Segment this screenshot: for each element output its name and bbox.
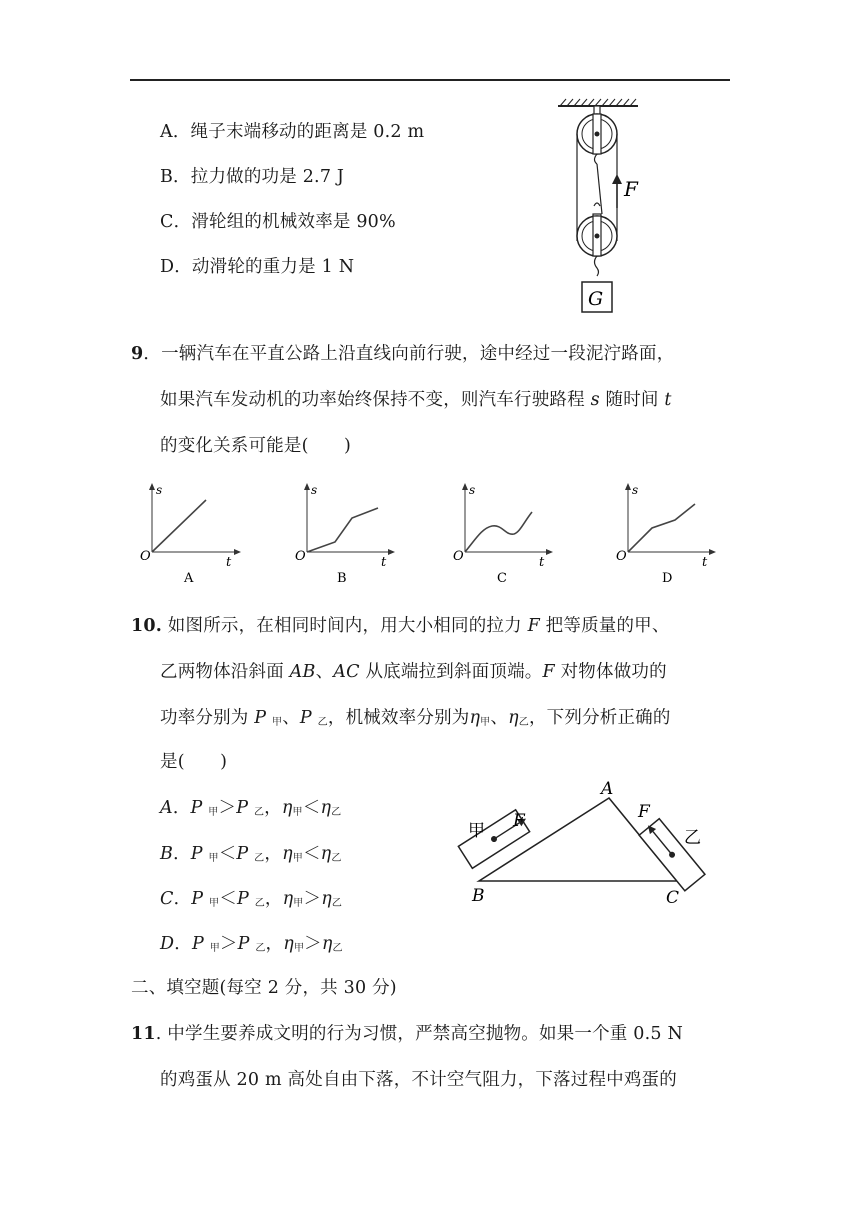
q10-opt-d-sub2: 乙	[255, 943, 266, 954]
q10-opt-d-p2: P	[237, 934, 250, 954]
q10-opt-c-p1: P	[191, 889, 204, 909]
q10-opt-d-letter: D	[160, 934, 175, 954]
q11-line-1	[131, 1020, 683, 1045]
q9-var-t: t	[664, 390, 672, 410]
q10-opt-d-sub4: 乙	[332, 943, 343, 954]
q10-option-c: C．P $_甲$＜P $_乙$，$\eta_甲>\eta_乙$	[160, 889, 343, 909]
q10-eta-yi: η	[508, 708, 519, 728]
q9-line-2	[160, 386, 672, 411]
q9-text-2b: 随时间	[599, 390, 665, 410]
q10-opt-c-eta2: η	[321, 889, 332, 909]
q10-opt-a-p2: P	[236, 798, 249, 818]
graph-c-s-label: s	[469, 483, 476, 497]
q10-text-1b: 把等质量的甲、	[539, 616, 670, 636]
q10-opt-a-letter: A	[160, 798, 173, 818]
section-2-title: 二、填空题(每空 2 分，共 30 分)	[131, 978, 397, 998]
q10-opt-c-sub3: 甲	[293, 898, 304, 909]
q10-opt-d-comma: ，	[265, 934, 284, 954]
q9-graphs	[130, 478, 730, 588]
pulley-weight-label: G	[588, 288, 604, 310]
q10-opt-a-eta1: η	[281, 798, 293, 818]
q9-line-1	[131, 340, 674, 365]
q10-opt-a-erel: ＜	[302, 798, 321, 818]
q10-opt-a-comma: ，	[264, 798, 282, 818]
q10-sub-yi: 乙	[317, 717, 328, 728]
q10-text-1a: 如图所示，在相同时间内，用大小相同的拉力	[162, 616, 528, 636]
incline-force-yi: F	[638, 802, 650, 822]
q10-option-a: A．P $_甲$＞P $_乙$，$\eta_甲<\eta_乙$	[160, 798, 342, 818]
q10-opt-a-prel: ＞	[218, 798, 237, 818]
q10-opt-c-comma: ，	[264, 889, 283, 909]
q8-option-c: C．滑轮组的机械效率是 90%	[160, 212, 396, 232]
q8-option-b: B．拉力做的功是 2.7 J	[160, 167, 345, 187]
q10-line-3	[160, 704, 671, 729]
q9-number: 9	[131, 344, 144, 364]
q10-opt-b-sub4: 乙	[331, 853, 342, 864]
q10-opt-b-letter: B	[160, 844, 174, 864]
q10-opt-d-eta2: η	[321, 934, 333, 954]
q9-text-1: ．一辆汽车在平直公路上沿直线向前行驶，途中经过一段泥泞路面，	[143, 344, 675, 364]
q10-eta-sub-yi: 乙	[518, 717, 529, 728]
q10-opt-d-sub3: 甲	[293, 943, 305, 954]
q8-option-a: A．绳子末端移动的距离是 0.2 m	[160, 122, 425, 142]
graph-d	[616, 483, 713, 586]
q10-opt-a-sub2: 乙	[253, 807, 265, 818]
graph-a-letter: A	[184, 571, 194, 586]
q10-opt-a-sub3: 甲	[292, 807, 303, 818]
q10-text-3b: ，机械效率分别为	[327, 708, 470, 728]
incline-label-yi: 乙	[684, 828, 701, 848]
graph-a-origin: O	[140, 549, 151, 564]
q10-opt-d-sub1: 甲	[209, 943, 220, 954]
header-rule	[130, 79, 730, 81]
q10-text-3a: 功率分别为	[160, 708, 255, 728]
q10-opt-c-letter: C	[160, 889, 174, 909]
q10-opt-b-eta1: η	[282, 844, 293, 864]
q10-eta-jia: η	[469, 708, 481, 728]
q10-var-f: F	[527, 616, 540, 636]
q10-sub-jia: 甲	[272, 717, 283, 728]
graph-c	[453, 483, 550, 586]
q10-opt-b-sub3: 甲	[292, 853, 303, 864]
q10-opt-d-prel: ＞	[219, 934, 238, 954]
q11-number: 11	[131, 1024, 156, 1044]
q10-text-2b: 从底端拉到斜面顶端。	[359, 662, 543, 682]
graph-b-origin: O	[295, 549, 306, 564]
graph-a	[140, 483, 238, 586]
q10-text-2c: 对物体做功的	[554, 662, 667, 682]
graph-c-t-label: t	[539, 555, 545, 570]
graph-b-s-label: s	[311, 483, 318, 497]
q10-opt-b-sub1: 甲	[208, 853, 219, 864]
q10-sep-3: 、	[490, 708, 509, 728]
q10-opt-a-sub1: 甲	[208, 807, 219, 818]
q10-ac: AC	[333, 662, 360, 682]
q10-opt-c-sub2: 乙	[254, 898, 265, 909]
graph-d-t-label: t	[702, 555, 708, 570]
q10-opt-c-sub1: 甲	[209, 898, 220, 909]
q10-eta-sub-jia: 甲	[480, 717, 491, 728]
q10-opt-a-eta2: η	[320, 798, 332, 818]
q10-opt-b-comma: ，	[264, 844, 283, 864]
q10-opt-c-prel: ＜	[219, 889, 237, 909]
q10-text-2a: 乙两物体沿斜面	[160, 662, 290, 682]
q10-opt-c-sub4: 乙	[331, 898, 343, 909]
q9-line-3: 的变化关系可能是( )	[160, 436, 352, 456]
graph-c-letter: C	[497, 571, 507, 586]
q10-p-yi: P	[299, 708, 312, 728]
incline-label-a: A	[601, 779, 614, 799]
q10-opt-a-sub4: 乙	[331, 807, 342, 818]
graph-b-letter: B	[337, 571, 347, 586]
q10-opt-b-prel: ＜	[218, 844, 237, 864]
q9-text-2a: 如果汽车发动机的功率始终保持不变，则汽车行驶路程	[160, 390, 591, 410]
q10-opt-b-erel: ＜	[302, 844, 321, 864]
q10-opt-d-erel: ＞	[304, 934, 322, 954]
q8-option-d: D．动滑轮的重力是 1 N	[160, 257, 355, 277]
q10-opt-c-p2: P	[236, 889, 249, 909]
pulley-force-label: F	[624, 177, 638, 201]
q10-line-2	[160, 658, 667, 683]
q10-text-3c: ，下列分析正确的	[528, 708, 671, 728]
q10-opt-d-eta1: η	[283, 934, 294, 954]
q11-text-1: . 中学生要养成文明的行为习惯，严禁高空抛物。如果一个重 0.5 N	[155, 1024, 683, 1044]
q10-p-jia: P	[254, 708, 267, 728]
graph-a-t-label: t	[226, 555, 232, 570]
incline-figure	[455, 778, 725, 908]
q10-sep: 、	[315, 662, 334, 682]
q10-opt-b-p1: P	[190, 844, 203, 864]
graph-b	[295, 483, 392, 586]
q10-opt-c-eta1: η	[282, 889, 294, 909]
q10-line-1	[131, 612, 670, 637]
q10-opt-c-erel: ＞	[303, 889, 322, 909]
q10-opt-d-p1: P	[191, 934, 204, 954]
pulley-figure	[550, 96, 650, 318]
q10-opt-b-sub2: 乙	[254, 853, 265, 864]
incline-label-b: B	[472, 886, 485, 906]
q10-ab: AB	[289, 662, 316, 682]
q10-opt-b-p2: P	[236, 844, 249, 864]
graph-d-s-label: s	[632, 483, 639, 497]
q10-opt-b-eta2: η	[320, 844, 332, 864]
graph-d-origin: O	[616, 549, 627, 564]
graph-a-s-label: s	[156, 483, 163, 497]
q11-line-2: 的鸡蛋从 20 m 高处自由下落，不计空气阻力，下落过程中鸡蛋的	[160, 1070, 677, 1090]
graph-c-origin: O	[453, 549, 464, 564]
q10-sep-2: 、	[282, 708, 300, 728]
q9-var-s: s	[590, 390, 600, 410]
q10-number: 10.	[131, 616, 163, 636]
incline-label-c: C	[666, 888, 680, 908]
incline-force-jia: F	[513, 811, 525, 831]
incline-label-jia: 甲	[468, 821, 485, 841]
q10-option-d: D．P $_甲$＞P $_乙$，$\eta_甲>\eta_乙$	[160, 934, 343, 954]
q10-opt-a-p1: P	[190, 798, 203, 818]
q10-line-4: 是( )	[160, 752, 228, 772]
q10-var-f-2: F	[542, 662, 555, 682]
graph-b-t-label: t	[381, 555, 387, 570]
q10-option-b: B．P $_甲$＜P $_乙$，$\eta_甲<\eta_乙$	[160, 844, 342, 864]
graph-d-letter: D	[662, 571, 673, 586]
